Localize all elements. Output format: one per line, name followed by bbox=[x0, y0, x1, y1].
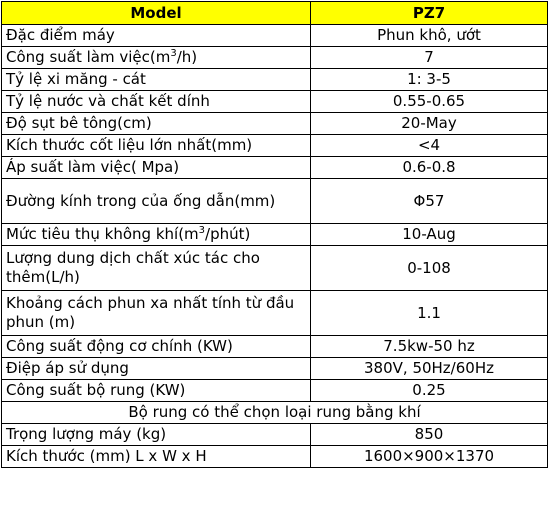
row-label: Lượng dung dịch chất xúc tác cho thêm(L/h) bbox=[2, 246, 311, 291]
row-value: 10-Aug bbox=[311, 224, 548, 246]
table-row bbox=[2, 224, 548, 246]
vibrator-note: Bộ rung có thể chọn loại rung bằng khí bbox=[2, 402, 548, 424]
row-value: 1600×900×1370 bbox=[311, 446, 548, 468]
table-row bbox=[2, 402, 548, 424]
row-value: Phun khô, ướt bbox=[311, 25, 548, 47]
table-row bbox=[2, 380, 548, 402]
row-label: Áp suất làm việc( Mpa) bbox=[2, 157, 311, 179]
row-value: 0.55-0.65 bbox=[311, 91, 548, 113]
row-label bbox=[2, 47, 311, 69]
table-row bbox=[2, 446, 548, 468]
table-row bbox=[2, 25, 548, 47]
table-row bbox=[2, 47, 548, 69]
table-row bbox=[2, 291, 548, 336]
table-row bbox=[2, 69, 548, 91]
spec-table bbox=[1, 1, 548, 468]
row-value: Φ57 bbox=[311, 179, 548, 224]
header-model: Model bbox=[2, 2, 311, 25]
row-label: Đặc điểm máy bbox=[2, 25, 311, 47]
row-label: Khoảng cách phun xa nhất tính từ đầu phun (m) bbox=[2, 291, 311, 336]
table-row bbox=[2, 157, 548, 179]
label-text: Mức tiêu thụ không khí(m bbox=[6, 225, 199, 243]
table-row bbox=[2, 246, 548, 291]
table-row bbox=[2, 424, 548, 446]
row-value: 0.6-0.8 bbox=[311, 157, 548, 179]
label-text: /phút) bbox=[205, 225, 251, 243]
row-value: 1: 3-5 bbox=[311, 69, 548, 91]
header-pz7: PZ7 bbox=[311, 2, 548, 25]
row-value: 20-May bbox=[311, 113, 548, 135]
table-row bbox=[2, 135, 548, 157]
row-label: Tỷ lệ xi măng - cát bbox=[2, 69, 311, 91]
row-label: Điệp áp sử dụng bbox=[2, 358, 311, 380]
row-label: Công suất động cơ chính (KW) bbox=[2, 336, 311, 358]
table-row bbox=[2, 179, 548, 224]
row-value: <4 bbox=[311, 135, 548, 157]
table-row bbox=[2, 91, 548, 113]
row-value: 0.25 bbox=[311, 380, 548, 402]
row-value: 380V, 50Hz/60Hz bbox=[311, 358, 548, 380]
label-text: /h) bbox=[176, 48, 198, 66]
row-value: 0-108 bbox=[311, 246, 548, 291]
label-text: Công suất làm việc(m bbox=[6, 48, 171, 66]
row-label: Tỷ lệ nước và chất kết dính bbox=[2, 91, 311, 113]
table-row bbox=[2, 336, 548, 358]
row-label: Công suất bộ rung (KW) bbox=[2, 380, 311, 402]
header-row bbox=[2, 2, 548, 25]
row-label: Đường kính trong của ống dẫn(mm) bbox=[2, 179, 311, 224]
row-label: Trọng lượng máy (kg) bbox=[2, 424, 311, 446]
superscript: 3 bbox=[170, 48, 177, 59]
row-label bbox=[2, 224, 311, 246]
row-value: 7 bbox=[311, 47, 548, 69]
row-value: 7.5kw-50 hz bbox=[311, 336, 548, 358]
row-label: Kích thước cốt liệu lớn nhất(mm) bbox=[2, 135, 311, 157]
row-value: 850 bbox=[311, 424, 548, 446]
row-value: 1.1 bbox=[311, 291, 548, 336]
superscript: 3 bbox=[198, 225, 206, 236]
table-row bbox=[2, 113, 548, 135]
row-label: Độ sụt bê tông(cm) bbox=[2, 113, 311, 135]
table-row bbox=[2, 358, 548, 380]
row-label: Kích thước (mm) L x W x H bbox=[2, 446, 311, 468]
